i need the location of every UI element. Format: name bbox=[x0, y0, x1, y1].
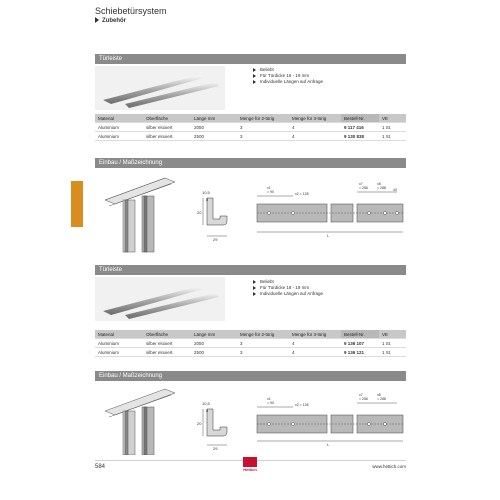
cell: 4 bbox=[289, 348, 341, 357]
dim-i: x8 = 288 bbox=[377, 393, 386, 401]
section-1-product-image bbox=[95, 66, 225, 110]
feature-item: Individuelle Längen auf Anfrage bbox=[253, 291, 323, 297]
col-surface: Oberfläche bbox=[143, 330, 191, 339]
dim-c: 20 bbox=[197, 421, 202, 426]
section-2-features bbox=[253, 279, 323, 297]
chapter-tab bbox=[71, 181, 83, 227]
dim-g: x2 = 128 bbox=[295, 403, 309, 407]
cell-order-no: 9 130 838 bbox=[341, 132, 379, 141]
cell: 4 bbox=[289, 123, 341, 132]
dim-f: x1 = 90 bbox=[267, 397, 274, 405]
feature-item: Individuelle Längen auf Anfrage bbox=[253, 79, 323, 85]
table-header-row bbox=[95, 114, 406, 123]
cell: 4 bbox=[289, 339, 341, 348]
cell: Aluminium bbox=[95, 132, 143, 141]
cell: 3 bbox=[237, 132, 289, 141]
dim-e: L bbox=[327, 233, 330, 238]
cell-order-no: 9 117 416 bbox=[341, 123, 379, 132]
section-2-drawing-bar: Einbau / Maßzeichnung bbox=[95, 371, 406, 381]
cell: 4 bbox=[289, 132, 341, 141]
page-number: 584 bbox=[95, 464, 106, 470]
col-qty-3: Menge für 3-türig bbox=[289, 114, 341, 123]
table-row bbox=[95, 123, 406, 132]
dim-i: x8 = 288 bbox=[377, 182, 386, 190]
section-1-drawing bbox=[95, 170, 406, 256]
cell: silber eloxiert bbox=[143, 339, 191, 348]
table-row bbox=[95, 339, 406, 348]
section-2-product-image bbox=[95, 277, 225, 321]
cell: 1 St. bbox=[379, 348, 406, 357]
hettich-logo bbox=[240, 455, 260, 475]
cell: 2500 bbox=[191, 348, 237, 357]
dim-d: 29 bbox=[213, 446, 218, 451]
header-subtitle-text: Zubehör bbox=[102, 18, 126, 24]
feature-item: Beliebt bbox=[253, 67, 323, 73]
col-order-no: Bestell-Nr. bbox=[341, 114, 379, 123]
dim-b: 8 bbox=[206, 408, 209, 413]
dim-h: x7 = 256 bbox=[359, 393, 368, 401]
dim-c: 20 bbox=[197, 210, 202, 215]
cell: 3 bbox=[237, 348, 289, 357]
col-length: Länge mm bbox=[191, 114, 237, 123]
dim-e: L bbox=[327, 442, 330, 447]
dim-d: 29 bbox=[213, 237, 218, 242]
cell: Aluminium bbox=[95, 348, 143, 357]
col-surface: Oberfläche bbox=[143, 114, 191, 123]
cell: 1 St. bbox=[379, 132, 406, 141]
col-qty-3: Menge für 3-türig bbox=[289, 330, 341, 339]
section-1-spec-table bbox=[95, 114, 406, 141]
cell: 2050 bbox=[191, 339, 237, 348]
website-url[interactable]: www.hettich.com bbox=[372, 464, 406, 469]
cell: silber eloxiert bbox=[143, 348, 191, 357]
table-header-row bbox=[95, 330, 406, 339]
dim-a: 10,5 bbox=[202, 401, 210, 406]
cell: 1 St. bbox=[379, 339, 406, 348]
dim-j: 40 bbox=[393, 188, 397, 192]
feature-item: Für Türdicke 16 - 19 mm bbox=[253, 73, 323, 79]
logo-text: Hettich bbox=[243, 467, 257, 472]
cell: silber eloxiert bbox=[143, 132, 191, 141]
cell-order-no: 9 136 121 bbox=[341, 348, 379, 357]
table-row bbox=[95, 132, 406, 141]
col-material: Material bbox=[95, 114, 143, 123]
cell: Aluminium bbox=[95, 339, 143, 348]
cell-order-no: 9 136 107 bbox=[341, 339, 379, 348]
section-1-title-bar: Türleiste bbox=[95, 54, 406, 64]
feature-item: Beliebt bbox=[253, 279, 323, 285]
section-1-features bbox=[253, 67, 323, 85]
cell: 1 St. bbox=[379, 123, 406, 132]
table-row bbox=[95, 348, 406, 357]
col-order-no: Bestell-Nr. bbox=[341, 330, 379, 339]
cell: 3 bbox=[237, 123, 289, 132]
cell: 3 bbox=[237, 339, 289, 348]
cell: 2500 bbox=[191, 132, 237, 141]
col-unit: VE bbox=[379, 330, 406, 339]
section-2-drawing bbox=[95, 383, 406, 455]
dim-h: x7 = 256 bbox=[359, 182, 368, 190]
cell: silber eloxiert bbox=[143, 123, 191, 132]
dim-f: x1 = 90 bbox=[267, 186, 274, 194]
dim-g: x2 = 128 bbox=[295, 192, 309, 196]
section-2-title-bar: Türleiste bbox=[95, 265, 406, 275]
header-subtitle bbox=[95, 17, 126, 24]
feature-item: Für Türdicke 18 - 19 mm bbox=[253, 285, 323, 291]
col-unit: VE bbox=[379, 114, 406, 123]
col-qty-2: Menge für 2-türig bbox=[237, 330, 289, 339]
cell: 2050 bbox=[191, 123, 237, 132]
col-qty-2: Menge für 2-türig bbox=[237, 114, 289, 123]
col-length: Länge mm bbox=[191, 330, 237, 339]
cell: Aluminium bbox=[95, 123, 143, 132]
dim-a: 10,5 bbox=[202, 190, 210, 195]
col-material: Material bbox=[95, 330, 143, 339]
header-title: Schiebetürsystem bbox=[95, 6, 167, 16]
dim-b: 8 bbox=[206, 197, 209, 202]
section-2-spec-table bbox=[95, 330, 406, 357]
section-1-drawing-bar: Einbau / Maßzeichnung bbox=[95, 158, 406, 168]
arrow-icon bbox=[95, 17, 99, 23]
